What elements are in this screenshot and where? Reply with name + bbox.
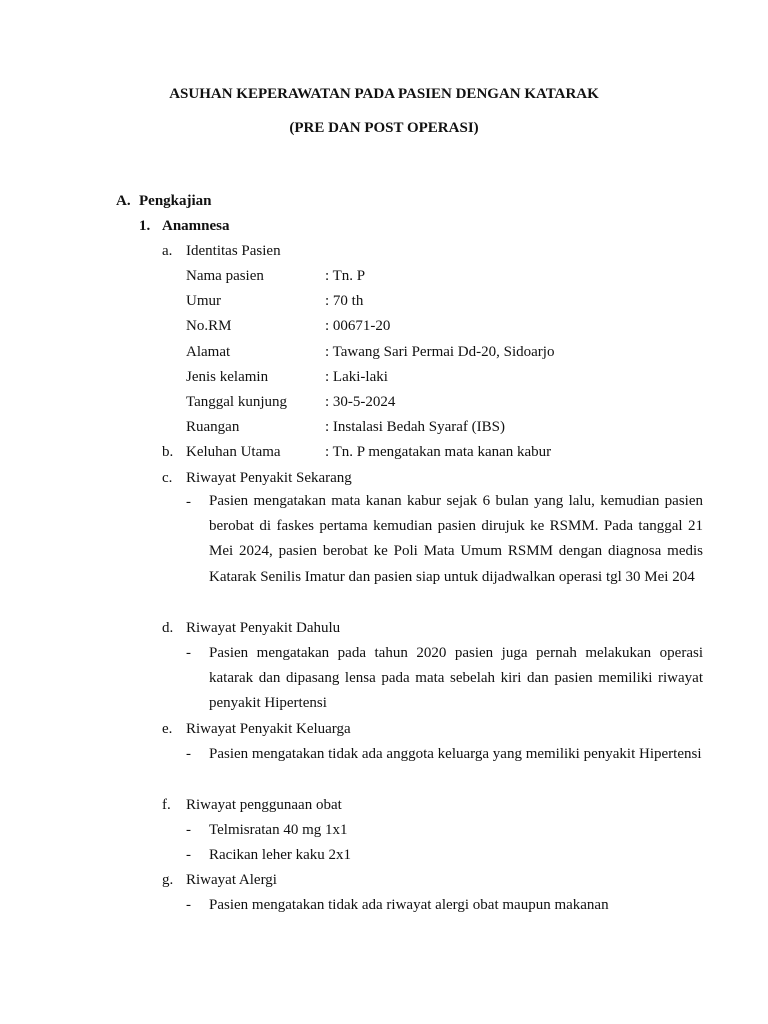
alergi-heading: Riwayat Alergi [186,872,277,888]
bullet-dash: - [186,645,191,661]
field-value: : 00671-20 [325,318,391,334]
field-label: Umur [186,293,221,309]
keluhan-label: Keluhan Utama [186,444,281,460]
field-value: : Tawang Sari Permai Dd-20, Sidoarjo [325,344,555,360]
bullet-dash: - [186,746,191,762]
list-marker: b. [162,444,174,460]
obat-item: Racikan leher kaku 2x1 [209,847,352,863]
rpk-paragraph: Pasien mengatakan tidak ada anggota keluarga yang memiliki penyakit Hipertensi [209,746,702,762]
list-marker: a. [162,243,173,259]
document-title: ASUHAN KEPERAWATAN PADA PASIEN DENGAN KATARAK [169,86,599,102]
rpk-heading: Riwayat Penyakit Keluarga [186,721,351,737]
field-label: No.RM [186,318,232,334]
field-value: : 70 th [325,293,364,309]
document-subtitle: (PRE DAN POST OPERASI) [289,120,479,136]
subsection-marker: 1. [139,218,151,234]
obat-item: Telmisratan 40 mg 1x1 [209,822,348,838]
field-label: Tanggal kunjung [186,394,288,410]
field-value: : 30-5-2024 [325,394,396,410]
rps-paragraph: Pasien mengatakan mata kanan kabur sejak 6 bulan yang lalu, kemudian pasien berobat di faskes pertama kemudian pasien dirujuk ke RSMM. Pada tanggal 21 Mei 2024, pasien berobat ke Poli Mata Umum RSMM dengan diagnosa medis Katarak Senilis Imatur dan pasien siap untuk dijadwalkan operasi tgl 30 Mei 204 [209,493,703,585]
field-label: Alamat [186,344,231,360]
keluhan-value: : Tn. P mengatakan mata kanan kabur [325,444,552,460]
field-label: Nama pasien [186,268,264,284]
list-marker: c. [162,470,173,486]
subsection-heading: Anamnesa [162,218,230,234]
bullet-dash: - [186,847,191,863]
section-marker: A. [116,193,131,209]
rpd-heading: Riwayat Penyakit Dahulu [186,620,341,636]
rps-heading: Riwayat Penyakit Sekarang [186,470,352,486]
list-marker: f. [162,797,171,813]
section-heading: Pengkajian [139,193,212,209]
identitas-heading: Identitas Pasien [186,243,281,259]
rpd-paragraph: Pasien mengatakan pada tahun 2020 pasien juga pernah melakukan operasi katarak dan dipasang lensa pada mata sebelah kiri dan pasien memiliki riwayat penyakit Hipertensi [209,645,703,712]
bullet-dash: - [186,822,191,838]
field-value: : Laki-laki [325,369,388,385]
field-value: : Instalasi Bedah Syaraf (IBS) [325,419,505,435]
field-label: Ruangan [186,419,240,435]
bullet-dash: - [186,494,191,510]
alergi-text: Pasien mengatakan tidak ada riwayat alergi obat maupun makanan [209,897,609,913]
list-marker: d. [162,620,174,636]
bullet-dash: - [186,897,191,913]
list-marker: g. [162,872,174,888]
list-marker: e. [162,721,173,737]
field-label: Jenis kelamin [186,369,269,385]
field-value: : Tn. P [325,268,366,284]
obat-heading: Riwayat penggunaan obat [186,797,342,813]
